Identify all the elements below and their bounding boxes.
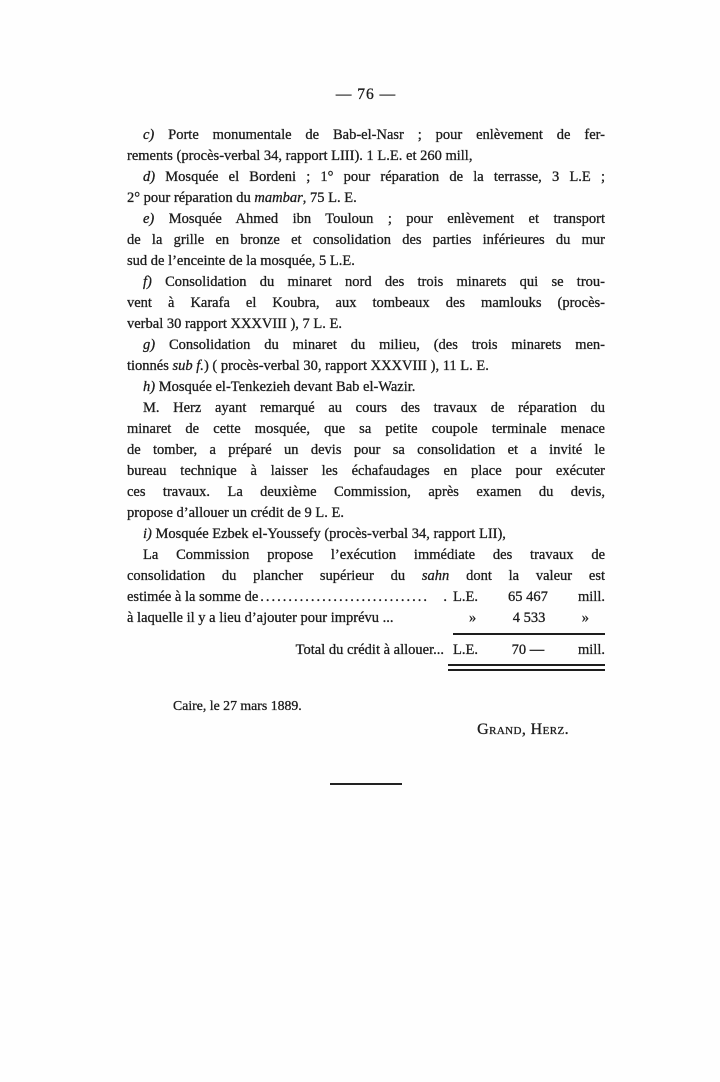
amount-cell: [453, 587, 605, 608]
text-line: vent à Karafa el Koubra, aux tombeaux des mamlouks (procès-: [127, 295, 605, 311]
text-segment: Consolidation du minaret nord des trois minarets qui se trou-: [151, 274, 605, 290]
text-line: de la grille en bronze et consolidation des parties inférieures du mur: [127, 232, 605, 248]
amount-value: 65 467: [508, 589, 548, 605]
amount-value: 4 533: [512, 610, 546, 626]
text-segment: Mosquée el Bordeni ; 1° pour réparation de la terrasse, 3 L.E ;: [155, 169, 605, 185]
text-line: minaret de cette mosquée, que sa petite coupole terminale menace: [127, 421, 605, 437]
italic-term-mambar: mambar: [254, 190, 303, 206]
page-content: [127, 86, 605, 785]
text-line: de tomber, a préparé un devis pour sa consolidation et a invité le: [127, 442, 605, 458]
place-date: Caire, le 27 mars 1889.: [173, 698, 302, 713]
amount-suffix: mill.: [578, 589, 605, 605]
item-label-h: h): [143, 379, 156, 395]
ditto-mark: »: [581, 610, 589, 626]
item-label-i: i): [143, 526, 152, 542]
text-segment: Mosquée el-Tenkezieh devant Bab el-Wazir.: [155, 379, 416, 395]
text-line: La Commission propose l’exécution immédiate des travaux de: [143, 547, 605, 563]
text-segment: Porte monumentale de Bab-el-Nasr ; pour enlèvement de fer-: [154, 127, 605, 143]
text-segment: ) ( procès-verbal 30, rapport XXXVIII ), 11 L. E.: [203, 358, 489, 374]
page-number: — 76 —: [335, 86, 397, 103]
double-rule: [448, 664, 605, 671]
text-line: verbal 30 rapport XXXVIII ), 7 L. E.: [127, 316, 343, 332]
sum-row-contingency: [127, 608, 605, 629]
total-label: Total du crédit à allouer...: [295, 642, 444, 658]
text-segment: 2° pour réparation du: [127, 190, 255, 206]
text-line: [127, 209, 605, 230]
sum-label: à laquelle il y a lieu d’ajouter pour imprévu ...: [127, 610, 394, 626]
dot-leader: ..............................: [260, 589, 430, 605]
text-segment: dont la valeur est: [449, 568, 605, 584]
sum-row-total: [127, 633, 605, 661]
item-label-c: c): [143, 127, 155, 143]
item-label-f: f): [143, 274, 152, 290]
sum-label: estimée à la somme de: [127, 589, 259, 605]
item-label-g: g): [143, 337, 156, 353]
italic-term-sub-f: sub f.: [172, 358, 204, 374]
sum-row-estimate: [127, 587, 605, 608]
currency-unit: L.E.: [453, 642, 478, 658]
text-line: rements (procès-verbal 34, rapport LIII). 1 L.E. et 260 mill,: [127, 148, 473, 164]
signature-names: Grand, Herz.: [477, 721, 569, 738]
text-line: [127, 524, 605, 545]
text-segment: Mosquée Ezbek el-Youssefy (procès-verbal 34, rapport LII),: [151, 526, 506, 542]
text-segment: Mosquée Ahmed ibn Touloun ; pour enlèvement et transport: [154, 211, 605, 227]
end-rule: [330, 783, 402, 785]
item-label-e: e): [143, 211, 155, 227]
text-line: [127, 377, 605, 398]
text-line: sud de l’enceinte de la mosquée, 5 L.E.: [127, 253, 355, 269]
amount-suffix: mill.: [578, 642, 605, 658]
text-segment: Consolidation du minaret du milieu, (des trois minarets men-: [155, 337, 605, 353]
text-line: [127, 167, 605, 188]
text-line: [127, 272, 605, 293]
text-line: M. Herz ayant remarqué au cours des travaux de réparation du: [143, 400, 605, 416]
text-segment: tionnés: [127, 358, 173, 374]
amount-cell: [453, 608, 605, 629]
text-line: [127, 125, 605, 146]
text-line: ces travaux. La deuxième Commission, après examen du devis,: [127, 484, 605, 500]
ditto-mark: »: [469, 610, 477, 626]
text-line: propose d’allouer un crédit de 9 L. E.: [127, 505, 345, 521]
italic-term-sahn: sahn: [421, 568, 450, 584]
text-line: [127, 356, 605, 377]
text-line: [127, 188, 605, 209]
currency-unit: L.E.: [453, 589, 478, 605]
total-amount-cell: [453, 633, 605, 661]
amount-value: 70 —: [511, 642, 545, 658]
text-line: [127, 335, 605, 356]
item-label-d: d): [143, 169, 156, 185]
text-segment: , 75 L. E.: [302, 190, 357, 206]
text-line: bureau technique à laisser les échafaudages en place pour exécuter: [127, 463, 605, 479]
leader-end-dot: .: [443, 589, 447, 605]
text-line: [127, 566, 605, 587]
text-segment: consolidation du plancher supérieur du: [127, 568, 422, 584]
